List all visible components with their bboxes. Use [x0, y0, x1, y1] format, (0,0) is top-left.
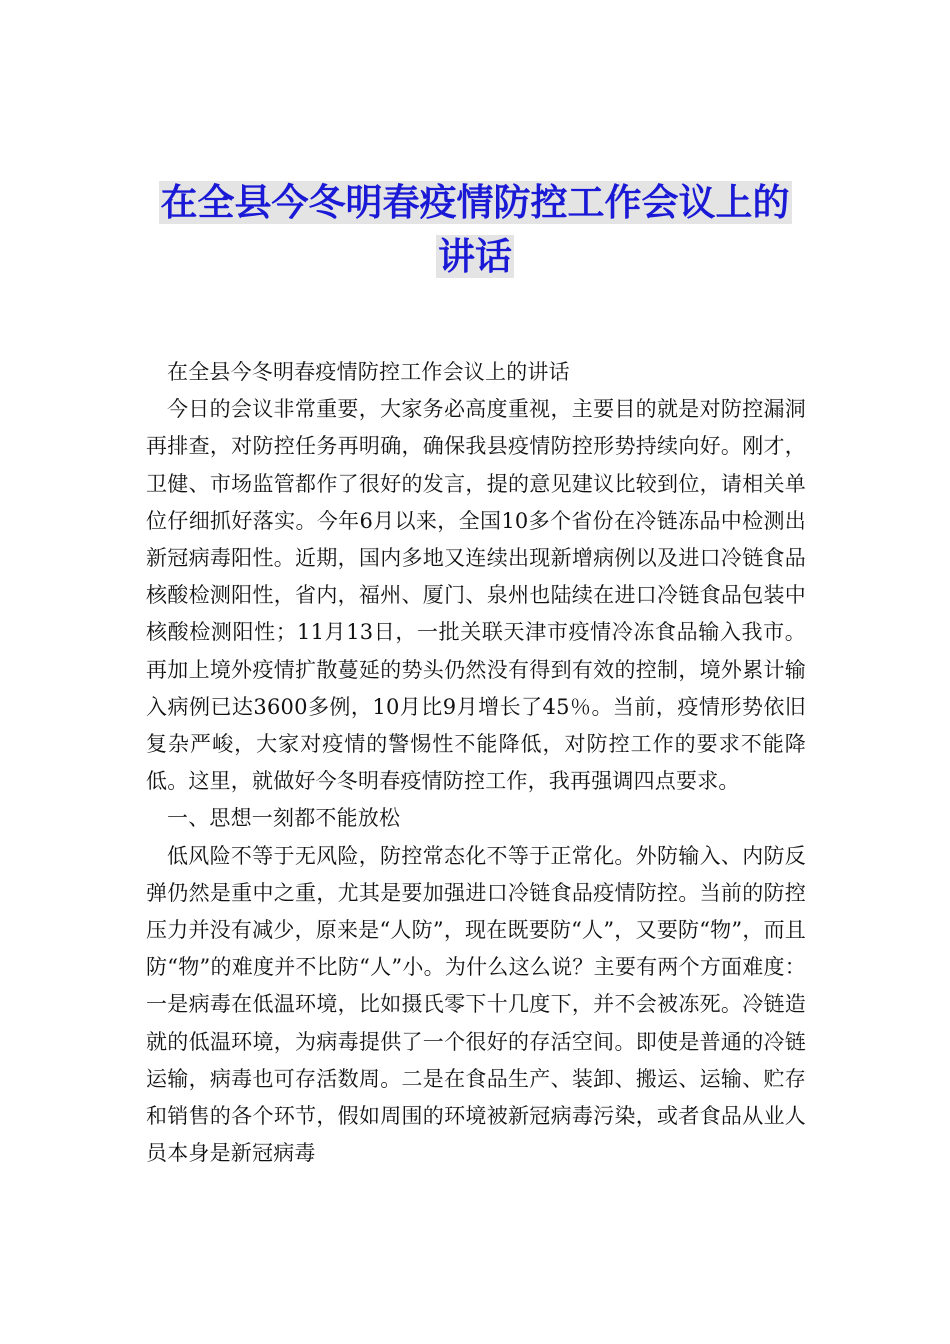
- document-body: [146, 354, 806, 1172]
- title-line-2: 讲话: [438, 235, 512, 278]
- title-line-1: 在全县今冬明春疫情防控工作会议上的: [160, 181, 790, 224]
- paragraph-intro: 今日的会议非常重要，大家务必高度重视，主要目的就是对防控漏洞再排查，对防控任务再明确，确保我县疫情防控形势持续向好。刚才，卫健、市场监管都作了很好的发言，提的意见建议比较到位，请相关单位仔细抓好落实。今年6月以来，全国10多个省份在冷链冻品中检测出新冠病毒阳性。近期，国内多地又连续出现新增病例以及进口冷链食品核酸检测阳性，省内，福州、厦门、泉州也陆续在进口冷链食品包装中核酸检测阳性；11月13日，一批关联天津市疫情冷冻食品输入我市。再加上境外疫情扩散蔓延的势头仍然没有得到有效的控制，境外累计输入病例已达3600多例，10月比9月增长了45％。当前，疫情形势依旧复杂严峻，大家对疫情的警惕性不能降低，对防控工作的要求不能降低。这里，就做好今冬明春疫情防控工作，我再强调四点要求。: [146, 397, 806, 794]
- paragraph-heading: 在全县今冬明春疫情防控工作会议上的讲话: [167, 360, 570, 384]
- paragraph-section-1: 低风险不等于无风险，防控常态化不等于正常化。外防输入、内防反弹仍然是重中之重，尤其是要加强进口冷链食品疫情防控。当前的防控压力并没有减少，原来是“人防”，现在既要防“人”，又要防“物”，而且防“物”的难度并不比防“人”小。为什么这么说？主要有两个方面难度：一是病毒在低温环境，比如摄氏零下十几度下，并不会被冻死。冷链造就的低温环境，为病毒提供了一个很好的存活空间。即使是普通的冷链运输，病毒也可存活数周。二是在食品生产、装卸、搬运、运输、贮存和销售的各个环节，假如周围的环境被新冠病毒污染，或者食品从业人员本身是新冠病毒: [146, 843, 806, 1166]
- document-title: [130, 176, 820, 284]
- section-heading-1: 一、思想一刻都不能放松: [167, 806, 401, 831]
